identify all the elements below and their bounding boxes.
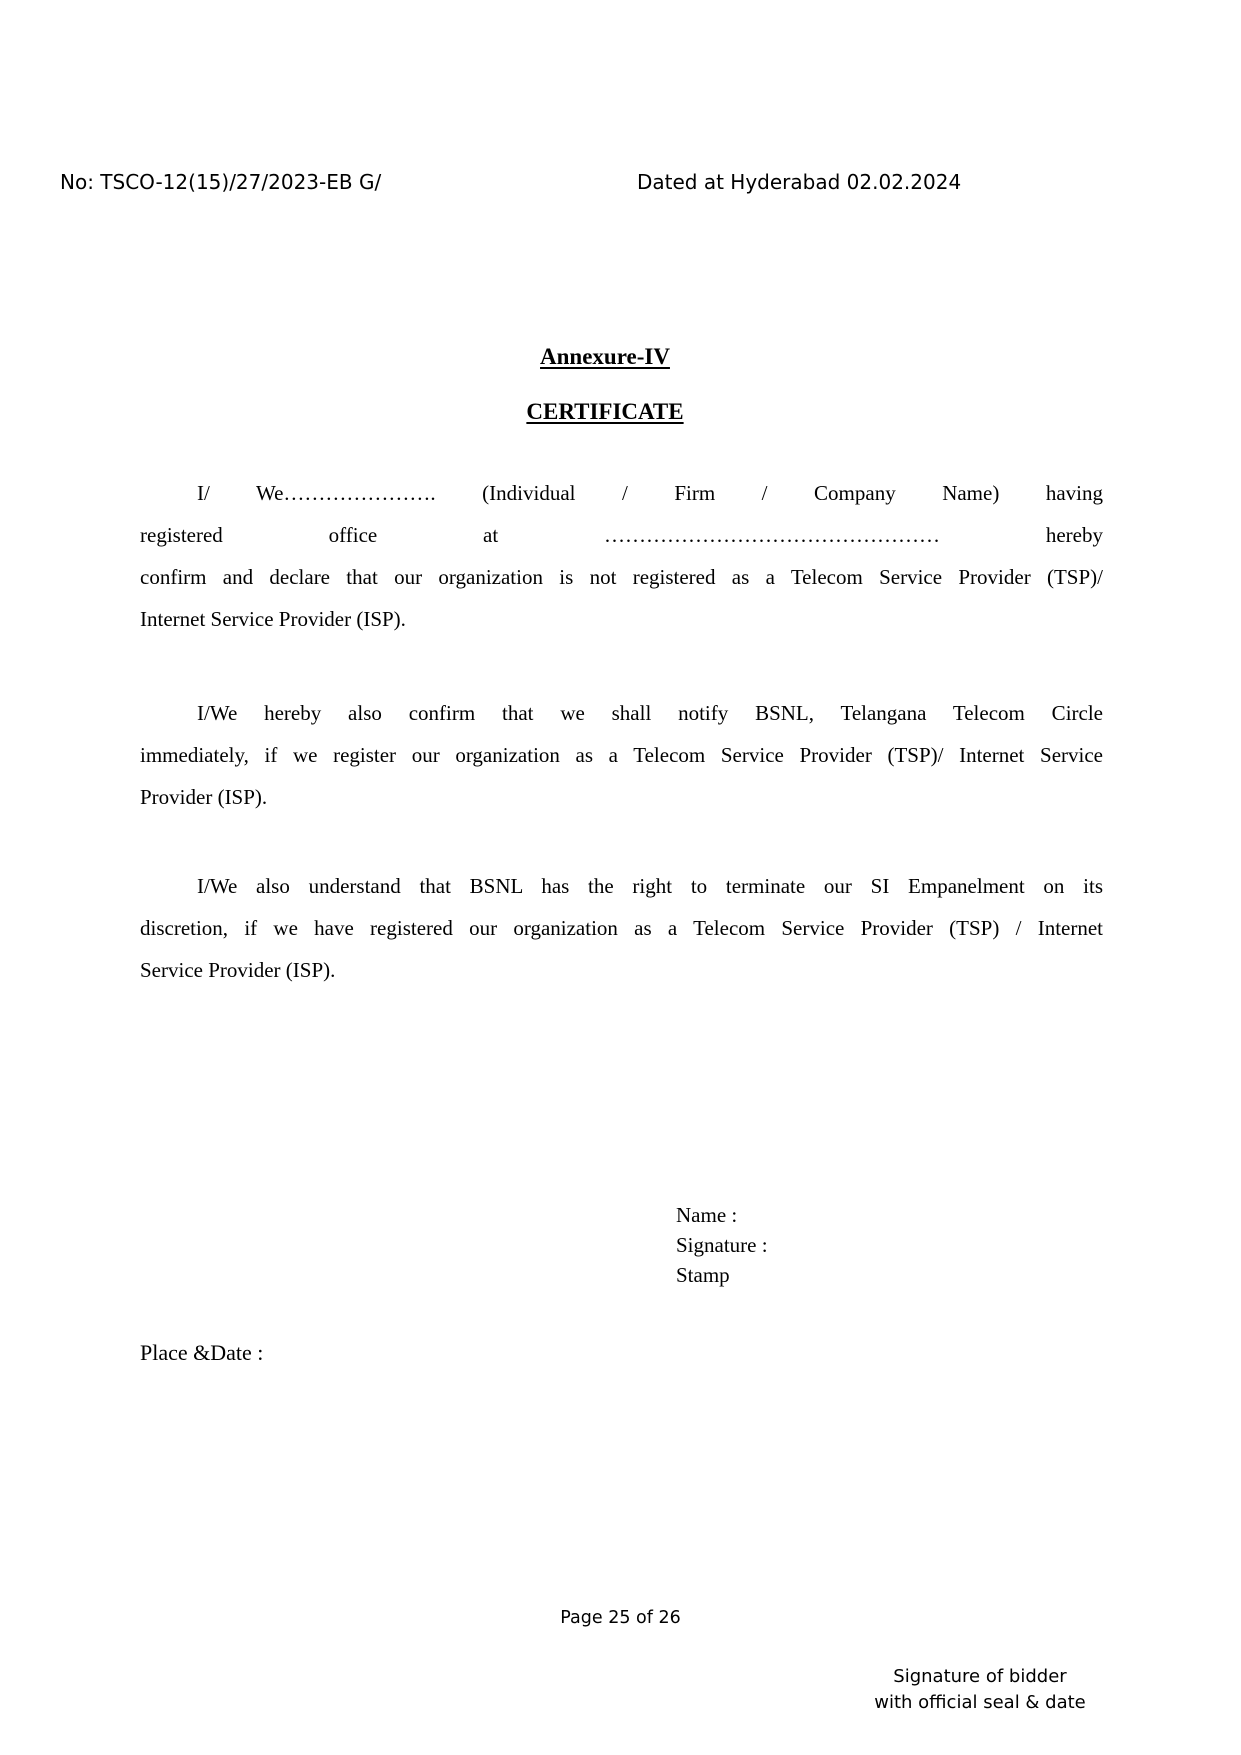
paragraph-line: Service Provider (ISP). xyxy=(140,958,336,982)
paragraph-line: I/ We…………………. (Individual / Firm / Company Name) having xyxy=(197,481,1103,505)
bidder-note-line-2: with official seal & date xyxy=(874,1692,1086,1713)
paragraph-line: discretion, if we have registered our organization as a Telecom Service Provider (TSP) / Internet xyxy=(140,916,1103,940)
paragraph-line: confirm and declare that our organization is not registered as a Telecom Service Provider (TSP)/ xyxy=(140,565,1103,589)
page-indicator: Page 25 of 26 xyxy=(560,1608,681,1628)
certificate-paragraph-1 xyxy=(140,472,1103,640)
paragraph-line: I/We also understand that BSNL has the right to terminate our SI Empanelment on its xyxy=(197,874,1103,898)
reference-number: No: TSCO-12(15)/27/2023-EB G/ xyxy=(60,170,382,194)
certificate-paragraph-3 xyxy=(140,865,1103,991)
annexure-heading: Annexure-IV xyxy=(540,344,670,369)
bidder-signature-note xyxy=(845,1664,1115,1716)
paragraph-line: immediately, if we register our organization as a Telecom Service Provider (TSP)/ Internet Service xyxy=(140,743,1103,767)
paragraph-line: I/We hereby also confirm that we shall notify BSNL, Telangana Telecom Circle xyxy=(197,701,1103,725)
place-and-date-label: Place &Date : xyxy=(140,1340,264,1365)
stamp-label: Stamp xyxy=(676,1263,730,1287)
certificate-paragraph-2 xyxy=(140,692,1103,818)
bidder-note-line-1: Signature of bidder xyxy=(893,1666,1067,1687)
dated-at-line: Dated at Hyderabad 02.02.2024 xyxy=(637,170,962,194)
paragraph-line: registered office at ………………………………………… hereby xyxy=(140,523,1103,547)
signatory-block xyxy=(676,1200,768,1290)
paragraph-line: Provider (ISP). xyxy=(140,785,268,809)
certificate-heading: CERTIFICATE xyxy=(526,399,684,424)
paragraph-line: Internet Service Provider (ISP). xyxy=(140,607,406,631)
signature-label: Signature : xyxy=(676,1233,768,1257)
name-label: Name : xyxy=(676,1203,738,1227)
